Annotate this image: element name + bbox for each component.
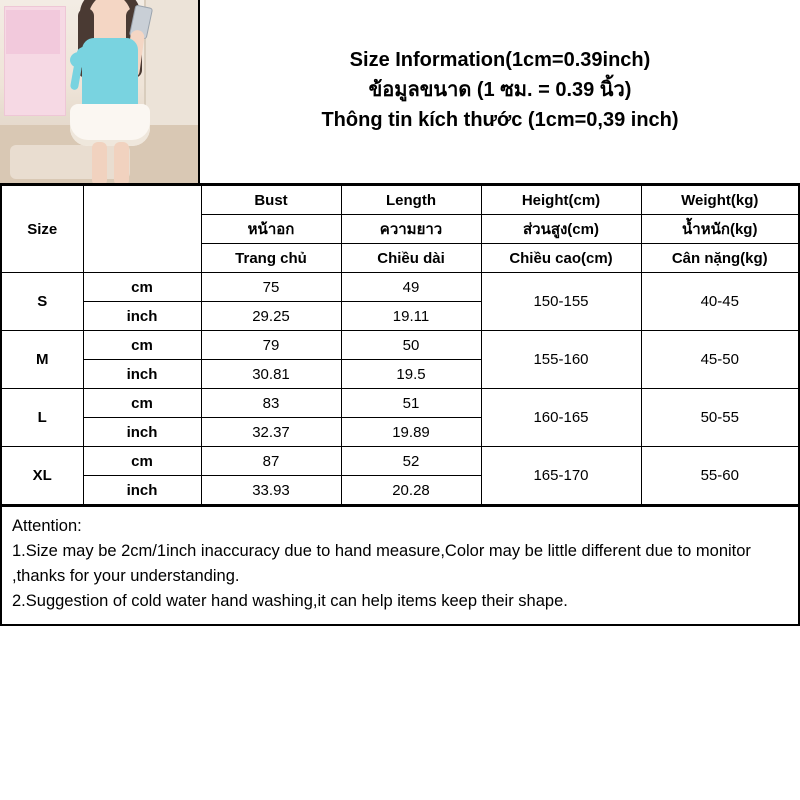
photo-door-frame	[144, 0, 198, 130]
row-unit-cm: cm	[83, 331, 201, 360]
title-block	[200, 0, 800, 183]
row-size-s: S	[1, 273, 83, 331]
attention-note-2: 2.Suggestion of cold water hand washing,it can help items keep their shape.	[12, 592, 568, 610]
unit-header-cell	[83, 186, 201, 273]
cell-height-xl: 165-170	[481, 447, 641, 505]
cell-bust-inch-l: 32.37	[201, 418, 341, 447]
header-height-en: Height(cm)	[481, 186, 641, 215]
header-bust-vi: Trang chủ	[201, 244, 341, 273]
cell-length-inch-s: 19.11	[341, 302, 481, 331]
title-line-th: ข้อมูลขนาด (1 ซม. = 0.39 นิ้ว)	[368, 78, 632, 101]
cell-length-inch-xl: 20.28	[341, 476, 481, 505]
table-header-row-en	[1, 186, 799, 215]
cell-bust-inch-m: 30.81	[201, 360, 341, 389]
header-weight-vi: Cân nặng(kg)	[641, 244, 799, 273]
title-line-en: Size Information(1cm=0.39inch)	[349, 48, 651, 71]
cell-bust-cm-s: 75	[201, 273, 341, 302]
row-unit-inch: inch	[83, 302, 201, 331]
cell-bust-cm-xl: 87	[201, 447, 341, 476]
table-row	[1, 331, 799, 360]
cell-length-cm-s: 49	[341, 273, 481, 302]
row-unit-inch: inch	[83, 418, 201, 447]
model-skirt	[70, 104, 150, 146]
attention-note-1: 1.Size may be 2cm/1inch inaccuracy due to hand measure,Color may be little different due to monitor ,thanks for your understanding.	[12, 542, 751, 585]
header-bust-th: หน้าอก	[201, 215, 341, 244]
row-unit-inch: inch	[83, 476, 201, 505]
header-bust-en: Bust	[201, 186, 341, 215]
header-weight-en: Weight(kg)	[641, 186, 799, 215]
cell-height-m: 155-160	[481, 331, 641, 389]
cell-bust-cm-m: 79	[201, 331, 341, 360]
photo-wall-panel-accent	[6, 10, 60, 54]
attention-block	[0, 505, 800, 626]
cell-bust-inch-xl: 33.93	[201, 476, 341, 505]
cell-length-inch-l: 19.89	[341, 418, 481, 447]
cell-length-inch-m: 19.5	[341, 360, 481, 389]
cell-length-cm-l: 51	[341, 389, 481, 418]
row-size-l: L	[1, 389, 83, 447]
table-row	[1, 273, 799, 302]
header-length-th: ความยาว	[341, 215, 481, 244]
cell-length-cm-xl: 52	[341, 447, 481, 476]
model-leg-left	[92, 142, 107, 183]
product-photo	[0, 0, 200, 183]
row-unit-inch: inch	[83, 360, 201, 389]
cell-height-l: 160-165	[481, 389, 641, 447]
attention-heading: Attention:	[12, 517, 82, 535]
cell-weight-m: 45-50	[641, 331, 799, 389]
size-table	[0, 185, 800, 505]
header-height-vi: Chiều cao(cm)	[481, 244, 641, 273]
model-leg-right	[114, 142, 129, 183]
size-header-cell: Size	[1, 186, 83, 273]
cell-weight-xl: 55-60	[641, 447, 799, 505]
row-unit-cm: cm	[83, 273, 201, 302]
title-line-vi: Thông tin kích thước (1cm=0,39 inch)	[321, 108, 679, 131]
header-weight-th: น้ำหนัก(kg)	[641, 215, 799, 244]
chart-header	[0, 0, 800, 185]
photo-rug	[10, 145, 130, 179]
cell-bust-cm-l: 83	[201, 389, 341, 418]
table-row	[1, 447, 799, 476]
cell-height-s: 150-155	[481, 273, 641, 331]
model-top	[82, 38, 138, 110]
table-row	[1, 389, 799, 418]
cell-weight-l: 50-55	[641, 389, 799, 447]
header-length-en: Length	[341, 186, 481, 215]
header-height-th: ส่วนสูง(cm)	[481, 215, 641, 244]
cell-length-cm-m: 50	[341, 331, 481, 360]
header-length-vi: Chiều dài	[341, 244, 481, 273]
cell-bust-inch-s: 29.25	[201, 302, 341, 331]
row-size-m: M	[1, 331, 83, 389]
row-unit-cm: cm	[83, 447, 201, 476]
cell-weight-s: 40-45	[641, 273, 799, 331]
row-size-xl: XL	[1, 447, 83, 505]
row-unit-cm: cm	[83, 389, 201, 418]
